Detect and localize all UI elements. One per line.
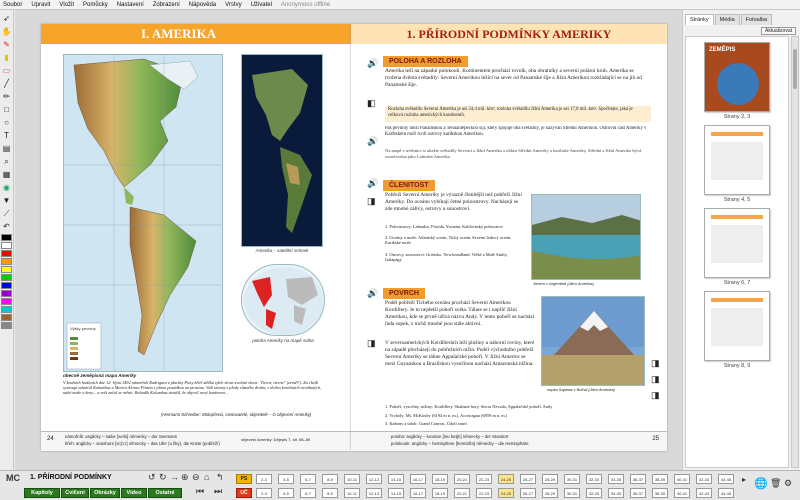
interactive-content-icon[interactable]: ◨	[651, 374, 660, 384]
menu-bar	[0, 0, 800, 10]
clenitost-list-item-2: 2. Oceány a moře: Atlantský oceán, Tichý oceán, Severní ledový oceán, Karibské moře	[385, 235, 512, 246]
page-number-button[interactable]: 18-19	[432, 474, 448, 484]
uc-label[interactable]: UČ	[236, 488, 252, 498]
page-number-button[interactable]: 18-19	[432, 488, 448, 498]
thumbnail-label: Strany 6, 7	[723, 280, 751, 286]
first-page-icon[interactable]: ⏮	[196, 486, 205, 496]
pen-icon[interactable]: ✎	[3, 39, 10, 49]
world-map-graphic	[242, 265, 325, 336]
scrollbar-thumb[interactable]	[793, 49, 797, 89]
left-footer-vocab-1: námořník: anglicky – sailor [seilə] německy – der Seemann	[65, 434, 178, 439]
bucket-icon[interactable]: ▼	[2, 195, 11, 205]
left-page-header	[41, 24, 351, 44]
right-page-title: 1. PŘÍRODNÍ PODMÍNKY AMERIKY	[406, 26, 612, 41]
note-icon[interactable]: ▤	[2, 143, 11, 153]
povrch-list-item-2: 2. Vrcholy: Mt. McKinley (6194 m n. m.), Aconcagua (6959 m n. m.)	[385, 413, 508, 418]
page-number-button[interactable]: 32-33	[586, 488, 602, 498]
page-number-button[interactable]: 22-23	[476, 474, 492, 484]
page-number-button[interactable]: 44-45	[718, 488, 734, 498]
menu-item[interactable]: Nastavení	[116, 1, 144, 8]
interactive-content-icon[interactable]: ◨	[367, 196, 376, 206]
page-number-button[interactable]: 20-21	[454, 488, 470, 498]
color-swatch[interactable]	[1, 306, 12, 313]
volcano-caption: sopka Sajama v Bolívii (Jižní Amerika)	[547, 387, 615, 392]
next-page-icon[interactable]: ⏭	[214, 486, 223, 496]
page-number-button[interactable]: 8-9	[322, 474, 338, 484]
ostatni-button[interactable]: Ostatní	[148, 488, 182, 498]
globe-icon	[717, 63, 759, 105]
povrch-list-item-3: 3. Kaňony a údolí: Grand Canyon, Údolí smrti	[385, 421, 467, 426]
menu-item[interactable]: Uživatel	[250, 1, 272, 8]
map-legend-title: Výšky pevniny	[70, 326, 96, 331]
right-page-number: 25	[652, 436, 659, 442]
satellite-caption: Amerika – satelitní snímek	[255, 248, 309, 253]
rotate-right-icon[interactable]: ↻	[159, 472, 167, 482]
color-swatch[interactable]	[1, 314, 12, 321]
interactive-content-icon[interactable]: ◨	[651, 358, 660, 368]
zoom-icon[interactable]: ⌕	[4, 156, 9, 166]
thumbnail-page[interactable]	[704, 291, 770, 361]
povrch-text-2: V severoamerických Kordillerách leží plošiny a náhorní roviny, které na západě přecházejí do pobřežních nížin. Podél východního pobřeží Severní Ameriky se táhne Appalačské pohoří. V Jižní Americe se mezi Guyanskou a Brazilskou vysočinou nachází Amazonská nížina.	[385, 340, 535, 367]
refresh-button[interactable]: Aktualizovat	[761, 27, 796, 35]
satellite-image[interactable]	[241, 54, 323, 247]
povrch-list-item-1: 1. Pohoří, vysočiny, nížiny: Kordillery, Skalnaté hory, Sierra Nevada, Appalačské pohoří, Andy	[385, 404, 553, 409]
ellipse-icon[interactable]: ○	[4, 117, 9, 127]
mc-logo: MC	[6, 473, 20, 483]
color-swatch[interactable]	[1, 298, 12, 305]
sidebar-scrollbar[interactable]	[791, 36, 799, 468]
hand-icon[interactable]: ✋	[1, 26, 12, 36]
clenitost-list-item-1: 1. Poloostrovy: Labrador, Florida, Yucatán, Kalifornský poloostrov	[385, 224, 503, 229]
quote-author: (Hermann Schreiber: Motopřevci, cestovatelé, objevitelé – O objevení Ameriky)	[161, 412, 312, 417]
page-number-button[interactable]: 42-43	[696, 488, 712, 498]
cviceni-button[interactable]: Cvičení	[61, 488, 89, 498]
color-swatch[interactable]	[1, 274, 12, 281]
highlighter-icon[interactable]: ▮	[4, 52, 9, 62]
kapitoly-button[interactable]: Kapitoly	[24, 488, 60, 498]
thumbnail-page[interactable]	[704, 208, 770, 278]
book-view	[15, 10, 682, 470]
menu-item[interactable]: Soubor	[3, 1, 23, 8]
audio-speaker-icon[interactable]: 🔊	[367, 136, 379, 146]
thumbnail-cover[interactable]	[704, 42, 770, 112]
page-number-button[interactable]: 8-9	[322, 488, 338, 498]
page-number-button[interactable]: 30-31	[564, 488, 580, 498]
lake-photo[interactable]	[531, 194, 641, 280]
settings-icon[interactable]: ⚙	[784, 478, 793, 488]
page-number-button[interactable]: 6-7	[300, 474, 316, 484]
page-number-button[interactable]: 12-13	[366, 474, 382, 484]
text-icon[interactable]: T	[4, 130, 9, 140]
page-number-button[interactable]: 36-37	[630, 488, 646, 498]
page-number-button[interactable]: 16-17	[410, 474, 426, 484]
satellite-graphic	[242, 55, 323, 247]
page-number-button[interactable]: 44-45	[718, 474, 734, 484]
chapter-title: 1. PŘÍRODNÍ PODMÍNKY	[30, 474, 112, 481]
color-swatch[interactable]	[1, 242, 12, 249]
obrazky-button[interactable]: Obrázky	[90, 488, 120, 498]
interactive-content-icon[interactable]: ◨	[651, 390, 660, 400]
page-number-button[interactable]: 24-25	[498, 474, 514, 484]
audio-speaker-icon[interactable]: 🔊	[367, 58, 379, 68]
page-number-button[interactable]: 40-41	[674, 488, 690, 498]
arrow-right-icon[interactable]: →	[170, 472, 179, 482]
page-number-button[interactable]: 28-29	[542, 474, 558, 484]
color-swatch[interactable]	[1, 234, 12, 241]
audio-speaker-icon[interactable]: 🔊	[367, 288, 379, 298]
page-number-button[interactable]: 26-27	[520, 474, 536, 484]
cursor-icon[interactable]: ➶	[3, 13, 10, 23]
tab-pages[interactable]: Stránky	[685, 14, 714, 25]
pencil-icon[interactable]: ✏	[3, 91, 10, 101]
lake-caption: Jezero v Argentině (Jižní Amerika)	[533, 281, 594, 286]
page-number-button[interactable]: 30-31	[564, 474, 580, 484]
color-swatch[interactable]	[1, 322, 12, 329]
clenitost-list-item-3: 3. Ostrovy, souostroví: Grónsko, Newfoundland, Velké a Malé Antily, Galapágy	[385, 252, 508, 263]
latin-america-text: Na mapě v učebnici si ukažte světadíly Severní a Jižní Amerika a oblast Střední Ameriky a karibské Ameriky. Střední a Jižní Amerika bývá označována jako Latinská Amerika.	[385, 148, 642, 159]
spotlight-icon[interactable]: ◉	[3, 182, 10, 192]
thumbnail-label: Strany 8, 9	[723, 363, 751, 369]
section-poloha	[383, 56, 468, 67]
page-number-button[interactable]: 22-23	[476, 488, 492, 498]
poloha-text: Amerika leží na západní polokouli. Kontinentem prochází rovník, oba obratníky a severní polární kruh. Amerika se tvořena dvěma světadíly: Severní Amerikou ležící na sever od Panamské šíje a Jižní Amerikou rozkládající se na jih od Panamské šíje.	[385, 68, 642, 88]
thumbnail-page[interactable]	[704, 125, 770, 195]
offline-status: Anonymous offline	[280, 1, 331, 8]
right-page	[351, 24, 667, 451]
globe-icon[interactable]: 🌐	[754, 478, 768, 490]
page-number-button[interactable]: 42-43	[696, 474, 712, 484]
page-number-button[interactable]: 34-35	[608, 474, 624, 484]
page-number-button[interactable]: 4-5	[278, 474, 294, 484]
color-swatch[interactable]	[1, 282, 12, 289]
section-title-clenitost: ČLENITOST	[383, 180, 435, 191]
tab-media[interactable]: Média	[715, 14, 740, 25]
right-page-header	[351, 24, 667, 44]
america-map-graphic	[64, 55, 223, 372]
page-number-button[interactable]: 6-7	[300, 488, 316, 498]
color-swatch[interactable]	[1, 258, 12, 265]
line-icon[interactable]: ╱	[4, 78, 9, 88]
menu-item[interactable]: Vrstvy	[225, 1, 242, 8]
page-number-button[interactable]: 24-25	[498, 488, 514, 498]
section-clenitost	[383, 180, 435, 191]
section-povrch	[383, 288, 425, 299]
povrch-text: Podél pobřeží Tichého oceánu prochází Severní Amerikou Kordillery. Je to nejdelší pohoří světa. Táhne se i napříč Jižní Amerikou, kde se prvně užívá názvu Andy. V tento pohoří se nachází řada sopek, z nichž mnohé jsou stále aktivní.	[385, 300, 535, 327]
home-icon[interactable]: ⌂	[204, 472, 210, 482]
color-swatch[interactable]	[1, 290, 12, 297]
page-number-button[interactable]: 2-3	[256, 474, 272, 484]
menu-item[interactable]: Nápověda	[188, 1, 217, 8]
page-number-button[interactable]: 2-3	[256, 488, 272, 498]
left-page-footer	[41, 431, 351, 451]
left-page-number: 24	[47, 436, 54, 442]
tool-palette	[0, 10, 14, 470]
page-number-button[interactable]: 4-5	[278, 488, 294, 498]
color-swatch[interactable]	[1, 266, 12, 273]
page-number-button[interactable]: 16-17	[410, 488, 426, 498]
lake-photo-graphic	[532, 195, 641, 280]
page-number-button[interactable]: 20-21	[454, 474, 470, 484]
page-number-button[interactable]: 40-41	[674, 474, 690, 484]
menu-item[interactable]: Upravit	[31, 1, 51, 8]
rectangle-icon[interactable]: □	[4, 104, 9, 114]
right-footer-vocab-1: poloha: anglicky – location [ləʊˈkeɪʃn] německy – der Standort	[391, 434, 509, 439]
eraser-icon[interactable]: ▭	[2, 65, 11, 75]
page-number-button[interactable]: 36-37	[630, 474, 646, 484]
panama-text: Pás pevniny mezi Panamskou a Tehuantepeckou šíjí, který spojuje oba světadíly, je nazýván Střední Amerikou. Ostrovní část Ameriky v Karibském moři tvoří ostrovy karibskou Amerikou.	[385, 126, 647, 137]
ps-label[interactable]: PS	[236, 474, 252, 484]
exercise-icon[interactable]: ◧	[367, 98, 376, 108]
menu-item[interactable]: Pomůcky	[83, 1, 108, 8]
interactive-content-icon[interactable]: ◨	[367, 338, 376, 348]
section-title-povrch: POVRCH	[383, 288, 425, 299]
cover-title: ZEMĚPIS	[709, 47, 736, 53]
tab-photo-albums[interactable]: Fotoalba	[741, 14, 772, 25]
menu-item[interactable]: Vložit	[59, 1, 75, 8]
menu-item[interactable]: Zobrazení	[152, 1, 180, 8]
page-number-button[interactable]: 38-39	[652, 474, 668, 484]
page-number-button[interactable]: 26-27	[520, 488, 536, 498]
page-number-button[interactable]: 12-13	[366, 488, 382, 498]
back-icon[interactable]: ↰	[216, 472, 224, 482]
right-page-footer	[351, 431, 667, 451]
page-number-button[interactable]: 34-35	[608, 488, 624, 498]
world-map-caption: poloha Ameriky na mapě světa	[252, 338, 314, 343]
zoom-out-icon[interactable]: ⊖	[192, 472, 200, 482]
left-footer-vocab-2: břeh: anglicky – seashore [si:ʃɔ:r] německy – das Ufer (u fiky), die Küste (pobřeží)	[65, 441, 220, 446]
page-number-button[interactable]: 14-15	[388, 474, 404, 484]
sidebar-tabs	[685, 14, 800, 25]
color-swatch[interactable]	[1, 250, 12, 257]
right-footer-vocab-2: polokoule: anglicky – hemisphere [hemɪsfɪə] německy – die Hemisphäre	[391, 441, 529, 446]
zoom-in-icon[interactable]: ⊕	[181, 472, 189, 482]
left-page-title: I. AMERIKA	[141, 26, 217, 41]
page-number-button[interactable]: 32-33	[586, 474, 602, 484]
trash-icon[interactable]: 🗑	[770, 478, 782, 488]
volcano-photo[interactable]	[541, 296, 645, 386]
audio-speaker-icon[interactable]: 🔊	[367, 178, 379, 188]
pages-sidebar	[682, 10, 800, 470]
page-thumbnails	[685, 36, 789, 468]
bottom-navigation-bar	[0, 470, 800, 500]
next-strip-icon[interactable]: ▸	[742, 475, 747, 484]
video-button[interactable]: Video	[121, 488, 147, 498]
thumbnail-label: Strany 2, 3	[723, 114, 751, 120]
thumbnail-label: Strany 4, 5	[723, 197, 751, 203]
page-number-button[interactable]: 10-11	[344, 474, 360, 484]
section-title-poloha: POLOHA A ROZLOHA	[383, 56, 468, 67]
volcano-photo-graphic	[542, 297, 645, 386]
page-number-button[interactable]: 38-39	[652, 488, 668, 498]
page-number-button[interactable]: 10-11	[344, 488, 360, 498]
undo-icon[interactable]: ↶	[3, 221, 10, 231]
world-position-map[interactable]	[241, 264, 325, 336]
page-number-button[interactable]: 28-29	[542, 488, 558, 498]
quote-text: V kruhách hodinách dne 12. října 1492 námořník Rodriguez z plachty Pinty křičí ztěžka tyhle slova zvolání slova: 'Tierra, tierra!' (země!!). Za chvíli vystoupí admirál Kolumbus a Martin Alonso Pinzón s plnou posádkou na pevninu. Vidí stromy s plody různého druhu, v těchto končinách nevídaných, nahé muže a ženy... a svět začal se měnit. Bohudík Kolumbus netušil, že objevil nový kontinent...	[63, 380, 322, 396]
screen-shade-icon[interactable]: ▦	[2, 169, 11, 179]
left-page	[41, 24, 351, 451]
eyedropper-icon[interactable]: ⟋	[3, 208, 10, 218]
page-number-button[interactable]: 14-15	[388, 488, 404, 498]
rotate-left-icon[interactable]: ↺	[148, 472, 156, 482]
america-map-caption: obecně zeměpisná mapa Ameriky	[63, 373, 137, 378]
america-map[interactable]	[63, 54, 223, 372]
rozloha-box: Rozloha světadílu Severní Amerika je asi 24,4 mil. km², rozloha světadílu Jižní Amerika je asi 17,8 mil. km². Spočítejte, jaká je celková rozloha amerických kontinentů.	[385, 106, 651, 122]
clenitost-text: Pobřeží Severní Ameriky je výrazně členitější než pobřeží Jižní Ameriky. Do oceánu vybíhají četné poloostrovy. Nacházejí se zde mnohé zálivy, ostrovy a souostroví.	[385, 192, 522, 212]
left-footer-reference: objevení Ameriky: Dějepis 7, str. 58–69	[241, 437, 311, 442]
